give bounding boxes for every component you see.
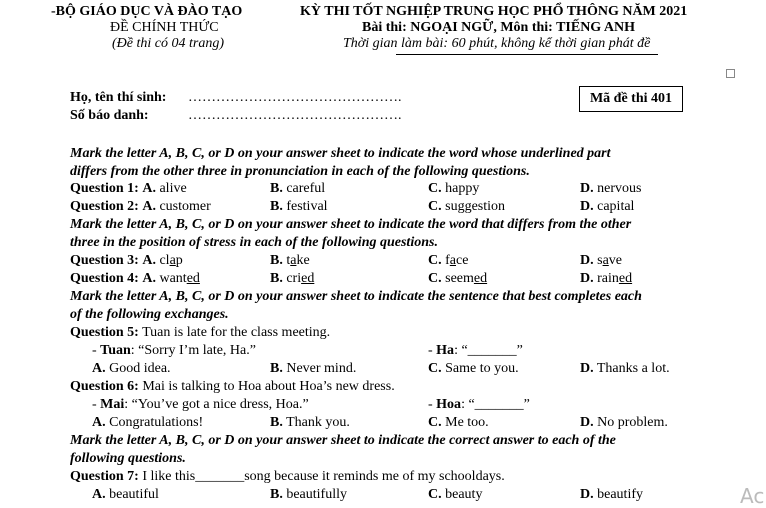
q7-option-c[interactable]: C. beauty: [428, 487, 483, 502]
q3-option-d[interactable]: D. save: [580, 253, 623, 268]
question-2: Question 2: A. customer: [70, 199, 211, 214]
q4-option-d[interactable]: D. rained: [580, 271, 633, 286]
q1-option-c[interactable]: C. happy: [428, 181, 480, 196]
q2-option-d[interactable]: D. capital: [580, 199, 635, 214]
subject-line: Bài thi: NGOẠI NGỮ, Môn thi: TIẾNG ANH: [362, 20, 636, 35]
q1-option-b[interactable]: B. careful: [270, 181, 326, 196]
section-3-instruction-cont: of the following exchanges.: [70, 307, 229, 322]
q6-option-a[interactable]: A. Congratulations!: [92, 415, 204, 430]
candidate-name-field[interactable]: ……………………………………….: [188, 90, 402, 105]
checkbox[interactable]: [726, 69, 735, 78]
question-6: Question 6: Mai is talking to Hoa about Hoa’s new dress.: [70, 379, 395, 394]
q5-option-b[interactable]: B. Never mind.: [270, 361, 357, 376]
exam-title: KỲ THI TỐT NGHIỆP TRUNG HỌC PHỔ THÔNG NĂM 2021: [300, 4, 688, 19]
section-3-instruction: Mark the letter A, B, C, or D on your answer sheet to indicate the sentence that best completes each: [70, 289, 642, 304]
time-note: Thời gian làm bài: 60 phút, không kể thời gian phát đề: [343, 36, 651, 51]
q7-option-b[interactable]: B. beautifully: [270, 487, 347, 502]
section-1-instruction: Mark the letter A, B, C, or D on your answer sheet to indicate the word whose underlined part: [70, 146, 611, 161]
q2-option-b[interactable]: B. festival: [270, 199, 328, 214]
candidate-id-field[interactable]: ……………………………………….: [188, 108, 402, 123]
q6-option-c[interactable]: C. Me too.: [428, 415, 489, 430]
official-label: ĐỀ CHÍNH THỨC: [110, 20, 219, 35]
section-2-instruction: Mark the letter A, B, C, or D on your answer sheet to indicate the word that differs from the other: [70, 217, 632, 232]
ministry-name: -BỘ GIÁO DỤC VÀ ĐÀO TẠO: [51, 4, 243, 19]
exam-code: Mã đề thi 401: [579, 86, 683, 112]
q5-option-c[interactable]: C. Same to you.: [428, 361, 519, 376]
question-1: Question 1: A. alive: [70, 181, 187, 196]
q7-option-d[interactable]: D. beautify: [580, 487, 643, 502]
candidate-name-label: Họ, tên thí sinh:: [70, 90, 167, 105]
question-5: Question 5: Tuan is late for the class meeting.: [70, 325, 331, 340]
q4-option-c[interactable]: C. seemed: [428, 271, 488, 286]
q6-dialogue-line-1: - Mai: “You’ve got a nice dress, Hoa.”: [92, 397, 309, 412]
q3-option-b[interactable]: B. take: [270, 253, 310, 268]
q5-option-d[interactable]: D. Thanks a lot.: [580, 361, 670, 376]
section-4-instruction-cont: following questions.: [70, 451, 186, 466]
section-2-instruction-cont: three in the position of stress in each of the following questions.: [70, 235, 438, 250]
question-7: Question 7: I like this_______song because it reminds me of my schooldays.: [70, 469, 505, 484]
q6-dialogue-line-2: - Hoa: “_______”: [428, 397, 530, 412]
section-4-instruction: Mark the letter A, B, C, or D on your answer sheet to indicate the correct answer to each of the: [70, 433, 616, 448]
q5-option-a[interactable]: A. Good idea.: [92, 361, 171, 376]
q3-option-c[interactable]: C. face: [428, 253, 469, 268]
section-1-instruction-cont: differs from the other three in pronunciation in each of the following questions.: [70, 164, 530, 179]
q5-dialogue-line-2: - Ha: “_______”: [428, 343, 523, 358]
q4-option-b[interactable]: B. cried: [270, 271, 315, 286]
question-4: Question 4: A. wanted: [70, 271, 200, 286]
q7-option-a[interactable]: A. beautiful: [92, 487, 159, 502]
q1-option-d[interactable]: D. nervous: [580, 181, 642, 196]
pages-note: (Đề thi có 04 trang): [112, 36, 224, 51]
candidate-id-label: Số báo danh:: [70, 108, 149, 123]
activation-watermark: Ac: [740, 484, 765, 508]
header-rule: [396, 54, 658, 55]
q6-option-d[interactable]: D. No problem.: [580, 415, 668, 430]
question-3: Question 3: A. clap: [70, 253, 183, 268]
q5-dialogue-line-1: - Tuan: “Sorry I’m late, Ha.”: [92, 343, 256, 358]
q6-option-b[interactable]: B. Thank you.: [270, 415, 350, 430]
q2-option-c[interactable]: C. suggestion: [428, 199, 506, 214]
